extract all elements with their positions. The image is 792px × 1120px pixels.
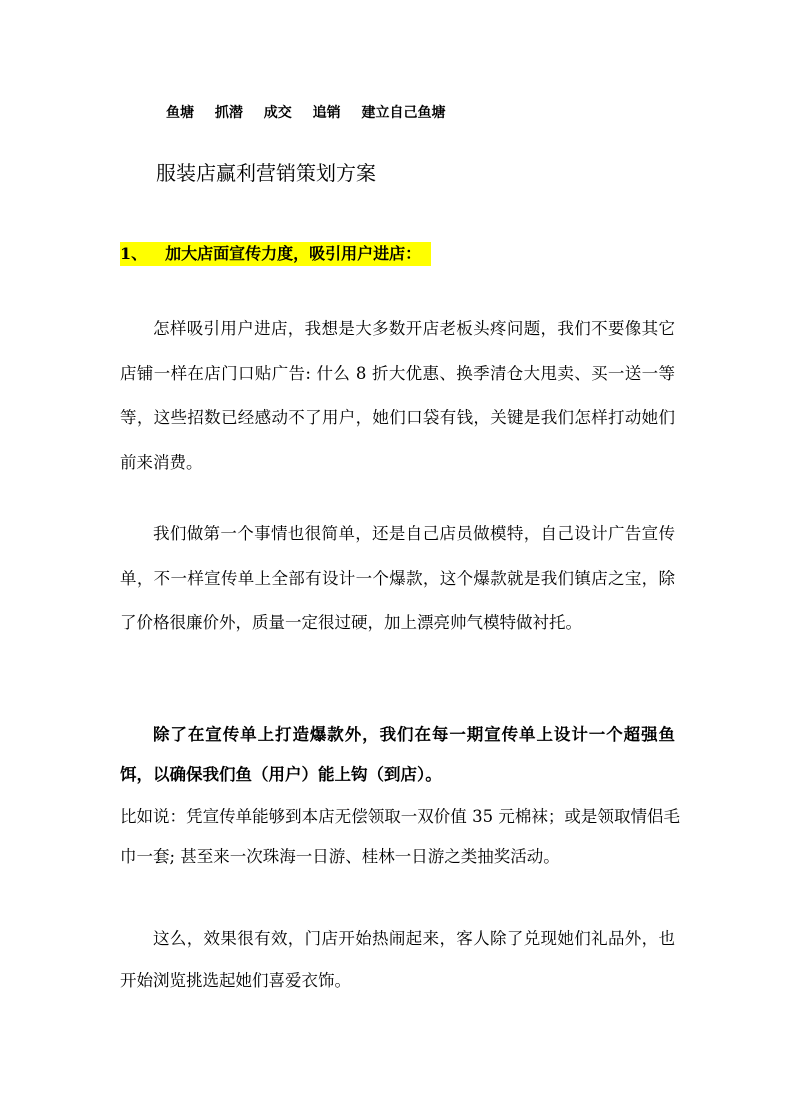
paragraph-flyer-design: 我们做第一个事情也很简单，还是自己店员做模特，自己设计广告宣传单，不一样宣传单上全部有设计一个爆款，这个爆款就是我们镇店之宝，除了价格很廉价外，质量一定很过硬，加上漂亮帅气模特做衬托。 <box>120 524 675 632</box>
section-heading-text: 加大店面宣传力度，吸引用户进店： <box>165 244 422 263</box>
keyword-item: 建立自己鱼塘 <box>361 105 446 121</box>
keyword-item: 成交 <box>263 105 292 121</box>
section-number: 1、 <box>120 244 148 263</box>
keyword-item: 鱼塘 <box>166 105 194 121</box>
paragraph-result: 这么，效果很有效，门店开始热闹起来，客人除了兑现她们礼品外，也开始浏览挑选起她们喜爱衣饰。 <box>120 929 675 990</box>
keyword-item: 追销 <box>312 105 341 121</box>
paragraph-bait-emphasis: 除了在宣传单上打造爆款外，我们在每一期宣传单上设计一个超强鱼饵，以确保我们鱼（用户）能上钩（到店）。 <box>120 725 675 784</box>
keyword-line <box>166 103 462 123</box>
section-heading <box>120 242 431 266</box>
paragraph-example: 比如说：凭宣传单能够到本店无偿领取一双价值 35 元棉袜；或是领取情侣毛巾一套; 甚至来一次珠海一日游、桂林一日游之类抽奖活动。 <box>120 807 680 866</box>
keyword-item: 抓潜 <box>214 105 243 121</box>
document-title: 服装店赢利营销策划方案 <box>156 161 376 185</box>
paragraph-attract-customers: 怎样吸引用户进店，我想是大多数开店老板头疼问题，我们不要像其它店铺一样在店门口贴广告: 什么 8 折大优惠、换季清仓大甩卖、买一送一等等，这些招数已经感动不了用户，她们口袋有钱，关键是我们怎样打动她们前来消费。 <box>120 319 675 472</box>
